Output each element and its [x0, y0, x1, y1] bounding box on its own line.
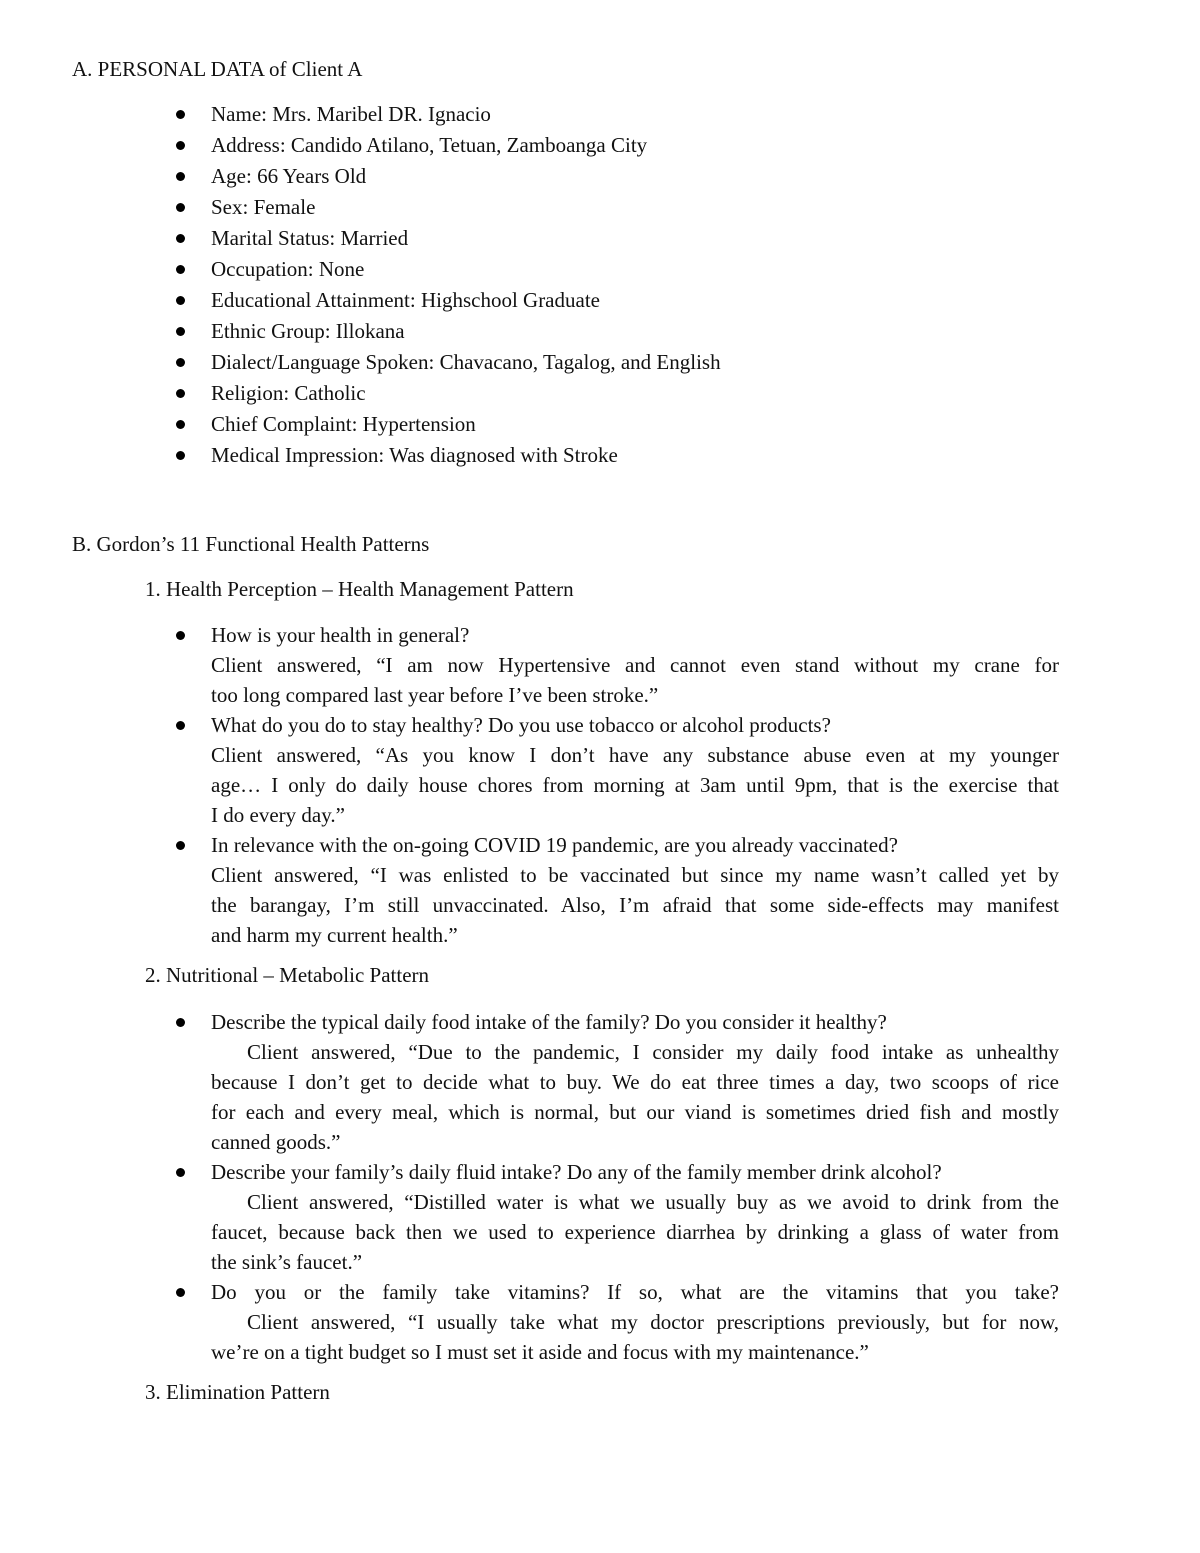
list-item: Sex: Female	[0, 192, 1059, 223]
pattern-2-title: 2. Nutritional – Metabolic Pattern	[145, 963, 430, 987]
list-item: Chief Complaint: Hypertension	[0, 409, 1059, 440]
pattern-3-title: 3. Elimination Pattern	[145, 1380, 330, 1404]
bullet-icon	[176, 1018, 185, 1027]
list-item: Name: Mrs. Maribel DR. Ignacio	[0, 99, 1059, 130]
list-item	[0, 1277, 1059, 1367]
bullet-icon	[176, 1168, 185, 1177]
question: Do you or the family take vitamins? If so, what are the vitamins that you take?	[211, 1280, 1059, 1304]
bullet-icon	[176, 203, 185, 212]
answer-line: Client answered, “Due to the pandemic, I consider my daily food intake as unhealthy	[247, 1040, 1059, 1064]
section-b-title: B. Gordon’s 11 Functional Health Patterns	[72, 532, 430, 556]
answer-line: Client answered, “I usually take what my doctor prescriptions previously, but for now,	[247, 1310, 1059, 1334]
answer-line: canned goods.”	[211, 1130, 341, 1154]
question: In relevance with the on-going COVID 19 pandemic, are you already vaccinated?	[211, 833, 898, 857]
bullet-icon	[176, 1288, 185, 1297]
bullet-icon	[176, 234, 185, 243]
answer-line: and harm my current health.”	[211, 923, 458, 947]
list-item	[0, 1157, 1059, 1277]
list-item: Address: Candido Atilano, Tetuan, Zamboanga City	[0, 130, 1059, 161]
bullet-icon	[176, 451, 185, 460]
list-item	[0, 830, 1059, 950]
list-item: Occupation: None	[0, 254, 1059, 285]
question: Describe your family’s daily fluid intake? Do any of the family member drink alcohol?	[211, 1160, 942, 1184]
pattern-2-list	[0, 1007, 1200, 1367]
question: How is your health in general?	[211, 623, 470, 647]
answer-line: too long compared last year before I’ve been stroke.”	[211, 683, 659, 707]
answer-line: Client answered, “I am now Hypertensive and cannot even stand without my crane for	[211, 653, 1059, 677]
pattern-1-list	[0, 620, 1200, 950]
section-a-title: A. PERSONAL DATA of Client A	[72, 57, 363, 81]
bullet-icon	[176, 721, 185, 730]
bullet-icon	[176, 296, 185, 305]
list-item	[0, 1007, 1059, 1157]
bullet-icon	[176, 389, 185, 398]
bullet-icon	[176, 631, 185, 640]
question: What do you do to stay healthy? Do you use tobacco or alcohol products?	[211, 713, 831, 737]
answer-line: for each and every meal, which is normal, but our viand is sometimes dried fish and mostly	[211, 1100, 1059, 1124]
list-item: Medical Impression: Was diagnosed with Stroke	[0, 440, 1059, 471]
list-item	[0, 620, 1059, 710]
bullet-icon	[176, 358, 185, 367]
answer-line: the sink’s faucet.”	[211, 1250, 363, 1274]
bullet-icon	[176, 265, 185, 274]
personal-data-list	[0, 99, 1200, 471]
list-item: Educational Attainment: Highschool Graduate	[0, 285, 1059, 316]
bullet-icon	[176, 110, 185, 119]
bullet-icon	[176, 172, 185, 181]
answer-line: Client answered, “As you know I don’t have any substance abuse even at my younger	[211, 743, 1059, 767]
bullet-icon	[176, 327, 185, 336]
pattern-1-title: 1. Health Perception – Health Management Pattern	[145, 577, 574, 601]
list-item	[0, 710, 1059, 830]
list-item: Dialect/Language Spoken: Chavacano, Tagalog, and English	[0, 347, 1059, 378]
answer-line: I do every day.”	[211, 803, 345, 827]
bullet-icon	[176, 841, 185, 850]
list-item: Ethnic Group: Illokana	[0, 316, 1059, 347]
answer-line: the barangay, I’m still unvaccinated. Also, I’m afraid that some side-effects may manifest	[211, 893, 1059, 917]
bullet-icon	[176, 141, 185, 150]
answer-line: age… I only do daily house chores from morning at 3am until 9pm, that is the exercise that	[211, 773, 1059, 797]
list-item: Religion: Catholic	[0, 378, 1059, 409]
answer-line: because I don’t get to decide what to buy. We do eat three times a day, two scoops of rice	[211, 1070, 1059, 1094]
answer-line: faucet, because back then we used to experience diarrhea by drinking a glass of water from	[211, 1220, 1059, 1244]
answer-line: Client answered, “Distilled water is what we usually buy as we avoid to drink from the	[247, 1190, 1059, 1214]
bullet-icon	[176, 420, 185, 429]
answer-line: Client answered, “I was enlisted to be vaccinated but since my name wasn’t called yet by	[211, 863, 1059, 887]
answer-line: we’re on a tight budget so I must set it aside and focus with my maintenance.”	[211, 1340, 869, 1364]
list-item: Age: 66 Years Old	[0, 161, 1059, 192]
question: Describe the typical daily food intake of the family? Do you consider it healthy?	[211, 1010, 887, 1034]
list-item: Marital Status: Married	[0, 223, 1059, 254]
